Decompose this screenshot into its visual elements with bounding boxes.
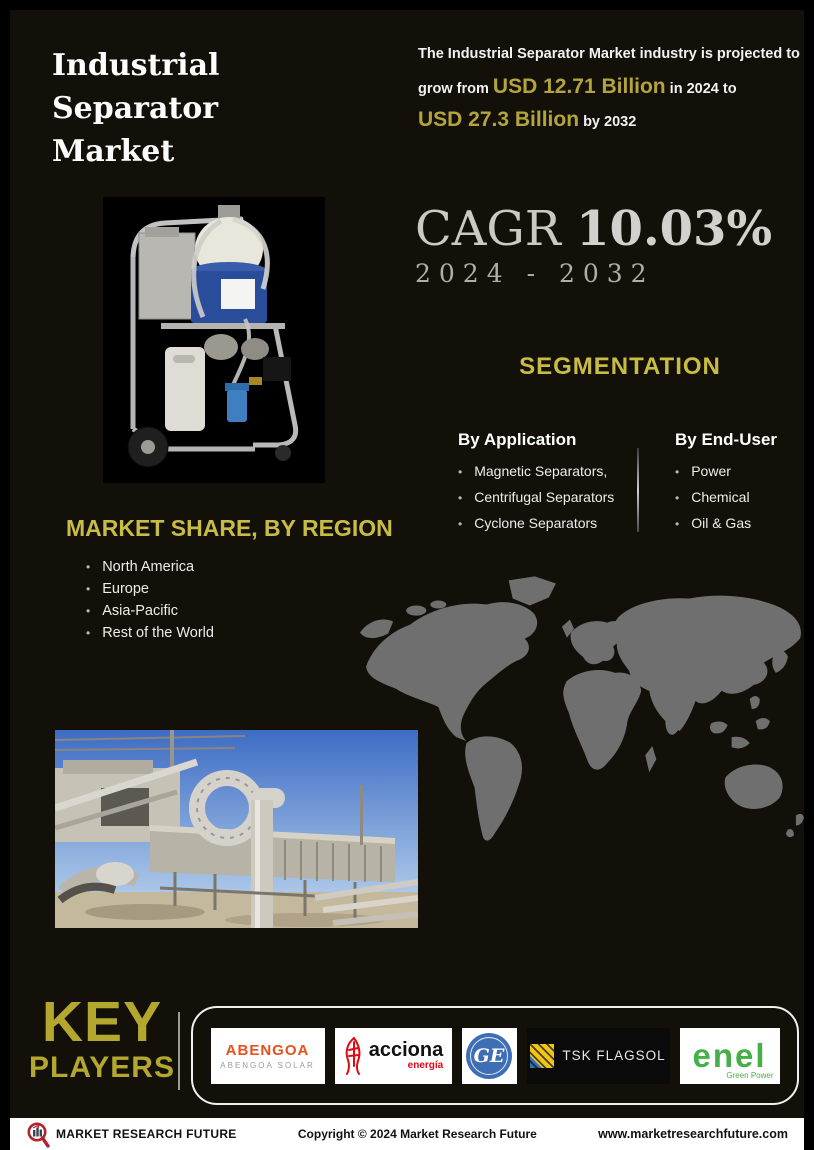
title-line-1: Industrial bbox=[52, 48, 220, 83]
segmentation-by-application bbox=[458, 430, 643, 537]
ge-logo bbox=[462, 1028, 517, 1084]
market-share-title: MARKET SHARE, BY REGION bbox=[66, 515, 393, 541]
key-players-logo-panel bbox=[191, 1006, 799, 1105]
industrial-plant-illustration bbox=[55, 730, 418, 928]
list-item bbox=[675, 511, 805, 537]
ge-monogram: GE bbox=[473, 1044, 505, 1067]
bullet-icon: • bbox=[675, 491, 680, 505]
separator-machine-image bbox=[103, 197, 325, 483]
world-map-icon bbox=[358, 570, 814, 850]
bullet-icon: • bbox=[86, 560, 91, 574]
cagr-row bbox=[415, 203, 772, 255]
bullet-icon: • bbox=[86, 626, 91, 640]
grow-from-text: grow from bbox=[418, 81, 493, 97]
segmentation-title: SEGMENTATION bbox=[519, 353, 721, 380]
projection-line-2 bbox=[418, 75, 798, 99]
key-players-line-2: PLAYERS bbox=[29, 1051, 175, 1084]
key-players-divider bbox=[178, 1012, 180, 1090]
footer-copyright: Copyright © 2024 Market Research Future bbox=[297, 1127, 537, 1141]
tsk-flag-icon bbox=[530, 1044, 554, 1068]
column-divider bbox=[637, 448, 639, 532]
mrf-magnifier-chart-logo bbox=[26, 1121, 50, 1148]
projection-line-3 bbox=[418, 108, 798, 132]
bullet-icon: • bbox=[458, 465, 463, 479]
content-area bbox=[10, 10, 804, 1118]
market-value-2032: USD 27.3 Billion bbox=[418, 108, 580, 131]
footer-website-link[interactable]: www.marketresearchfuture.com bbox=[598, 1127, 788, 1141]
list-item bbox=[458, 511, 643, 537]
footer-brand-name: MARKET RESEARCH FUTURE bbox=[56, 1127, 237, 1141]
list-item-label: Power bbox=[691, 463, 731, 479]
cagr-period: 2024 - 2032 bbox=[415, 259, 655, 288]
list-item bbox=[86, 556, 214, 578]
footer-bar bbox=[10, 1118, 804, 1150]
segmentation-col-heading: By End-User bbox=[675, 430, 778, 449]
acciona-tree-icon bbox=[343, 1036, 365, 1076]
list-item bbox=[86, 622, 214, 644]
bullet-icon: • bbox=[675, 517, 680, 531]
between-text: in 2024 to bbox=[665, 81, 737, 97]
market-value-2024: USD 12.71 Billion bbox=[492, 75, 666, 98]
bullet-icon: • bbox=[458, 517, 463, 531]
separator-machine-illustration bbox=[103, 197, 325, 483]
list-item bbox=[86, 600, 214, 622]
enel-logo bbox=[680, 1028, 780, 1084]
abengoa-name: ABENGOA bbox=[225, 1041, 310, 1059]
region-label: Europe bbox=[102, 581, 149, 597]
bullet-icon: • bbox=[86, 604, 91, 618]
bullet-icon: • bbox=[675, 465, 680, 479]
enel-name: enel bbox=[692, 1036, 767, 1074]
enel-subtitle: Green Power bbox=[726, 1070, 774, 1080]
cagr-value: 10.03% bbox=[576, 201, 773, 257]
list-item-label: Chemical bbox=[691, 489, 750, 505]
key-players-title bbox=[22, 990, 182, 1085]
acciona-name: acciona bbox=[368, 1039, 444, 1061]
list-item bbox=[458, 459, 643, 485]
region-label: Rest of the World bbox=[102, 625, 214, 641]
bullet-icon: • bbox=[458, 491, 463, 505]
projection-line-1: The Industrial Separator Market industry is projected to bbox=[418, 46, 800, 62]
list-item bbox=[86, 578, 214, 600]
region-label: North America bbox=[102, 559, 195, 575]
bullet-icon: • bbox=[86, 582, 91, 596]
abengoa-logo bbox=[211, 1028, 325, 1084]
footer-brand-block bbox=[26, 1121, 237, 1148]
title-line-3: Market bbox=[52, 134, 175, 169]
list-item-label: Centrifugal Separators bbox=[474, 489, 615, 505]
page-title bbox=[52, 44, 219, 173]
list-item bbox=[458, 485, 643, 511]
list-item-label: Cyclone Separators bbox=[474, 515, 598, 531]
ge-roundel-icon bbox=[466, 1033, 512, 1079]
list-item-label: Oil & Gas bbox=[691, 515, 752, 531]
region-label: Asia-Pacific bbox=[102, 603, 178, 619]
region-list bbox=[86, 556, 214, 644]
list-item bbox=[675, 459, 805, 485]
segmentation-by-end-user bbox=[675, 430, 805, 537]
industrial-plant-image bbox=[55, 730, 418, 928]
list-item bbox=[675, 485, 805, 511]
tsk-flagsol-logo bbox=[527, 1028, 670, 1084]
tsk-name: TSK FLAGSOL bbox=[562, 1048, 666, 1063]
abengoa-subtitle: ABENGOA SOLAR bbox=[220, 1060, 315, 1070]
cagr-block bbox=[415, 203, 772, 288]
list-item-label: Magnetic Separators, bbox=[474, 463, 608, 479]
projection-statement bbox=[418, 46, 798, 132]
world-map-silhouette bbox=[358, 570, 814, 850]
title-line-2: Separator bbox=[52, 91, 219, 126]
cagr-label: CAGR bbox=[415, 201, 577, 257]
acciona-logo bbox=[335, 1028, 452, 1084]
segmentation-col-heading: By Application bbox=[458, 430, 577, 449]
key-players-line-1: KEY bbox=[41, 990, 163, 1054]
suffix-text: by 2032 bbox=[579, 114, 637, 130]
acciona-subtitle: energía bbox=[407, 1060, 444, 1071]
